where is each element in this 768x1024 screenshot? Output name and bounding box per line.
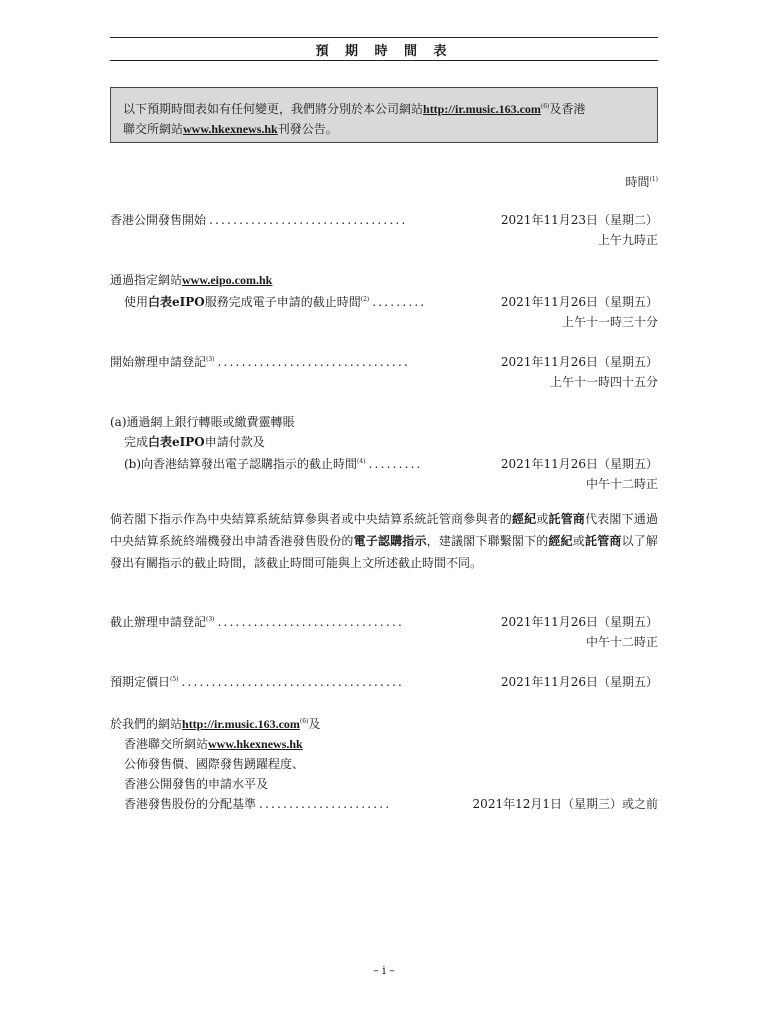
entry-label: [110, 290, 369, 312]
entry-label: [110, 734, 658, 754]
entry-label-part: 完成: [124, 435, 149, 449]
entry-label: 公佈發售價、國際發售踴躍程度、: [124, 757, 305, 771]
entry-label-part: 截止辦理申請登記: [110, 615, 207, 629]
paragraph-bold: 經紀: [511, 512, 537, 526]
leader-dots: ...............................: [217, 615, 404, 629]
leader-dots: .........: [368, 457, 423, 471]
entry-label-part: 使用: [124, 295, 149, 309]
footnote-marker: (3): [206, 616, 215, 623]
leader-dots: ................................: [217, 355, 410, 369]
entry-label-part: (b)向香港結算發出電子認購指示的截止時間: [124, 457, 358, 471]
entry-time: 上午九時正: [597, 233, 658, 247]
footnote-marker: (6): [299, 718, 309, 725]
timetable-entry: [110, 670, 658, 692]
company-website-link[interactable]: http://ir.music.163.com: [423, 102, 541, 116]
top-rule: [110, 37, 658, 38]
footnote-marker: (1): [649, 176, 658, 183]
leader-dots: .................................: [209, 213, 408, 227]
leader-dots: ......................: [259, 797, 392, 811]
entry-label: [110, 350, 215, 372]
entry-label: (a)通過網上銀行轉賬或繳費靈轉賬: [110, 415, 295, 429]
footnote-marker: (6): [540, 103, 550, 110]
paragraph-text: 倘若閣下指示作為中央結算系統結算參與者或中央結算系統託管商參與者的: [110, 512, 512, 526]
time-column-heading: [110, 170, 658, 192]
paragraph-bold: 經紀: [548, 534, 573, 548]
timetable-entry: [110, 270, 658, 332]
entry-time: 上午十一時四十五分: [549, 375, 658, 389]
paragraph-text: 以了解發出有關指示的截止時間，該截止時間可能與上文所述截止時間不同。: [110, 534, 658, 570]
document-page: [110, 0, 658, 1024]
entry-date: 2021年11月26日（星期五）: [500, 295, 658, 309]
entry-label-part: 服務完成電子申請的截止時間: [204, 295, 361, 309]
entry-date: 2021年11月26日（星期五）: [500, 615, 658, 629]
entry-date: 2021年11月26日（星期五）: [500, 675, 658, 689]
hkex-website-link[interactable]: www.hkexnews.hk: [183, 122, 278, 136]
page-number: – i –: [373, 964, 395, 977]
entry-date: 2021年11月26日（星期五）: [500, 457, 658, 471]
notice-text: 聯交所網站: [123, 122, 184, 136]
title-underline: [110, 60, 658, 61]
footnote-marker: (2): [360, 296, 370, 303]
footnote-marker: (5): [170, 676, 179, 683]
entry-label: [110, 432, 658, 452]
footnote-marker: (4): [357, 458, 366, 465]
timetable-entry: [110, 412, 658, 494]
entry-label-part: 開始辦理申請登記: [110, 355, 207, 369]
entry-label: 香港公開發售開始: [110, 213, 207, 227]
footnote-marker: (3): [206, 356, 215, 363]
entry-label: 通過指定網站: [110, 273, 183, 287]
entry-label-part: 及: [308, 717, 321, 731]
paragraph-text: 或: [536, 512, 549, 526]
entry-label-part: 於我們的網站: [110, 717, 183, 731]
page-title: 預 期 時 間 表: [315, 44, 453, 59]
leader-dots: .........: [372, 295, 427, 309]
white-form-eipo-label: 白表eIPO: [148, 435, 205, 449]
entry-label: [110, 670, 179, 692]
entry-label: 香港公開發售的申請水平及: [124, 777, 269, 791]
entry-date: 2021年12月1日（星期三）或之前: [472, 797, 658, 811]
timetable-entry: [110, 210, 658, 250]
paragraph-bold: 託管商: [548, 512, 586, 526]
paragraph-text: 代表閣下通過中央結算系統終端機發出申請香港發售股份的: [110, 512, 658, 548]
timetable-entry: [110, 350, 658, 392]
notice-text: 以下預期時間表如有任何變更，我們將分別於本公司網站: [123, 102, 424, 116]
paragraph-text: 或: [572, 534, 586, 548]
eipo-website-link[interactable]: www.eipo.com.hk: [182, 273, 273, 287]
ccass-note-paragraph: [110, 508, 658, 574]
timetable-entry: [110, 712, 658, 814]
paragraph-bold: 託管商: [585, 534, 622, 548]
hkex-website-link[interactable]: www.hkexnews.hk: [208, 737, 303, 751]
entry-time: 中午十二時正: [585, 635, 658, 649]
entry-label: [110, 712, 658, 734]
entry-time: 中午十二時正: [585, 477, 658, 491]
entry-label-part: 預期定價日: [110, 675, 171, 689]
notice-text: 及香港: [549, 102, 586, 116]
white-form-eipo-label: 白表eIPO: [148, 295, 205, 309]
entry-date: 2021年11月23日（星期二）: [500, 213, 658, 227]
entry-time: 上午十一時三十分: [561, 315, 658, 329]
entry-label-part: 申請付款及: [204, 435, 265, 449]
notice-box: [110, 87, 658, 143]
paragraph-text: ，建議閣下聯繫閣下的: [426, 534, 549, 548]
entry-label: [110, 610, 215, 632]
paragraph-bold: 電子認購指示: [353, 534, 427, 548]
timetable-entry: [110, 610, 658, 652]
notice-text: 刊發公告。: [277, 122, 338, 136]
leader-dots: .....................................: [181, 675, 405, 689]
time-heading-label: 時間: [625, 175, 650, 189]
entry-date: 2021年11月26日（星期五）: [500, 355, 658, 369]
company-website-link[interactable]: http://ir.music.163.com: [182, 717, 300, 731]
entry-label: [110, 452, 366, 474]
entry-label: 香港發售股份的分配基準: [124, 797, 257, 811]
entry-label-part: 香港聯交所網站: [124, 737, 209, 751]
